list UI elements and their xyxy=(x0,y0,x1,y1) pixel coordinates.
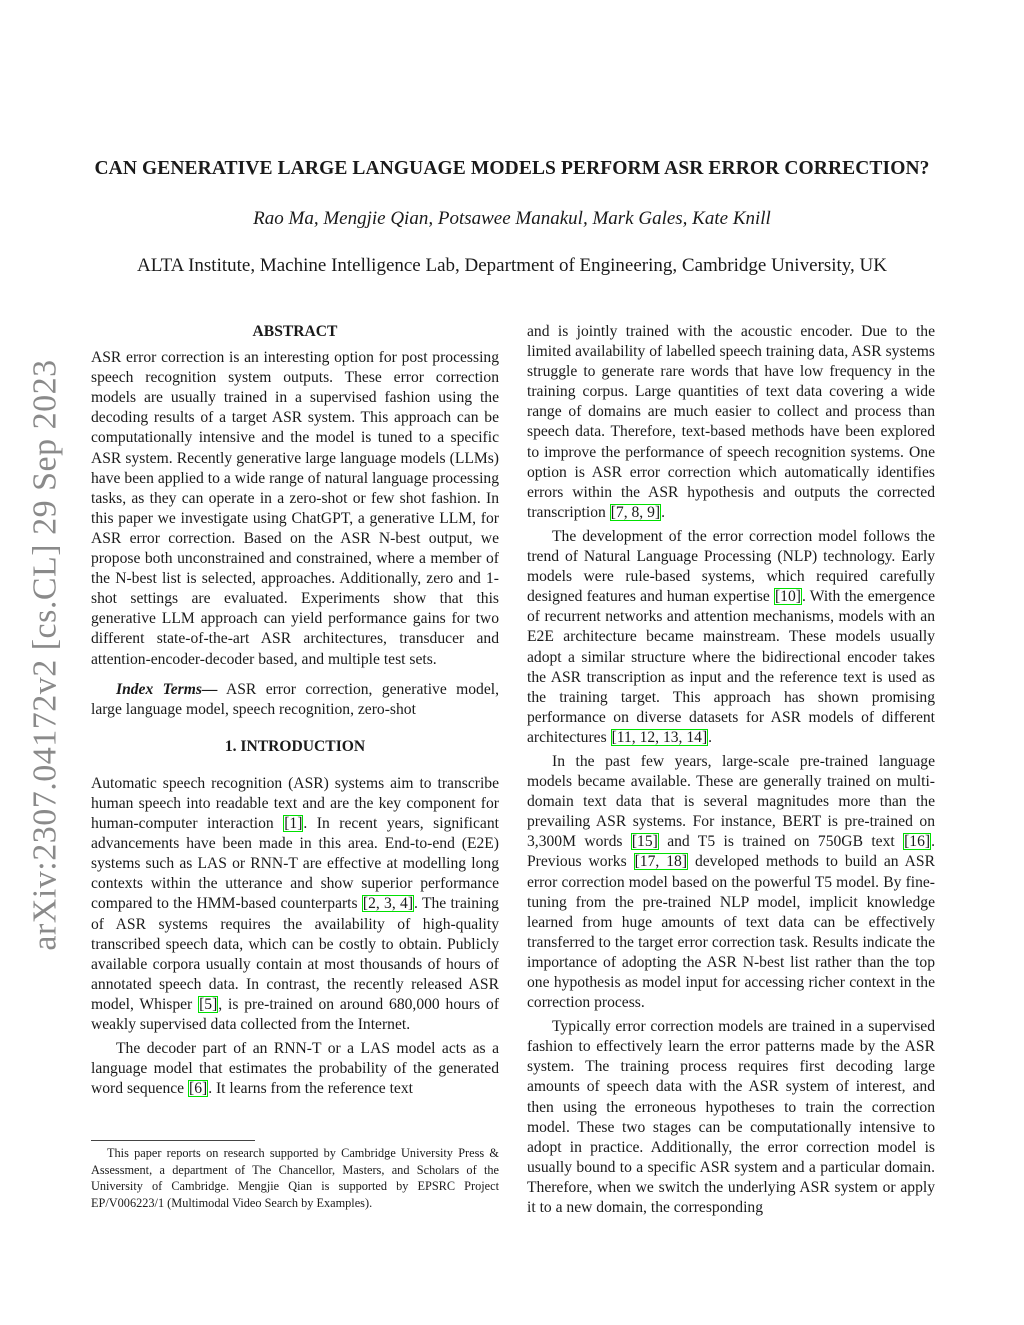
left-column xyxy=(91,322,499,1099)
intro-paragraph-2: The decoder part of an RNN-T or a LAS model acts as a language model that estimates the probability of the generated word sequence [6]. It learns from the reference text xyxy=(91,1040,499,1098)
citation-link[interactable]: [2, 3, 4] xyxy=(362,895,414,913)
author-list: Rao Ma, Mengjie Qian, Potsawee Manakul, Mark Gales, Kate Knill xyxy=(253,208,771,229)
citation-link[interactable]: [6] xyxy=(189,1080,208,1098)
body-paragraph-1: and is jointly trained with the acoustic encoder. Due to the limited availability of labelled speech training data, ASR systems struggle to generate rare words that have low frequency in the training corpus. Large quantities of text data covering a wide range of domains are much easier to collect and process than speech data. Therefore, text-based methods have been explored to improve the performance of speech recognition systems. One option is ASR error correction which automatically identifies errors within the ASR hypothesis and outputs the corrected transcription [7, 8, 9]. xyxy=(527,323,935,521)
citation-link[interactable]: [7, 8, 9] xyxy=(610,503,661,521)
index-terms-label: Index Terms— xyxy=(116,680,218,698)
footnote-divider xyxy=(91,1140,255,1141)
body-paragraph-4: Typically error correction models are trained in a supervised fashion to effectively learn the error patterns made by the ASR system. The training process requires first decoding large amounts of speech data with the ASR system of interest, and then using the erroneous hypotheses to train the correction model. These two stages can be computationally intensive to adopt in practice. Additionally, the error correction model is usually bound to a specific ASR system and a particular domain. Therefore, when we switch the underlying ASR system or apply it to a new domain, the corresponding xyxy=(527,1018,935,1217)
right-column xyxy=(527,322,935,1218)
citation-link[interactable]: [17, 18] xyxy=(634,853,688,871)
citation-link[interactable]: [1] xyxy=(284,815,303,833)
intro-heading: 1. INTRODUCTION xyxy=(224,737,366,755)
abstract-heading: ABSTRACT xyxy=(252,323,338,340)
arxiv-identifier: arXiv:2307.04172v2 [cs.CL] 29 Sep 2023 xyxy=(27,359,64,951)
citation-link[interactable]: [15] xyxy=(631,833,658,851)
citation-link[interactable]: [5] xyxy=(199,995,218,1013)
arxiv-sidebar xyxy=(18,355,74,955)
body-paragraph-3: In the past few years, large-scale pre-trained language models became available. These are generally trained on multi-domain text data that is several magnitudes more than the prevailing ASR systems. For instance, BERT is pre-trained on 3,300M words [15] and T5 is trained on 750GB text [16]. Previous works [17, 18] developed methods to build an ASR error correction model based on the powerful T5 model. By fine-tuning from the pre-trained NLP model, implicit knowledge learned from huge amounts of text data can be effectively transferred to the target error correction task. Results indicate the importance of adopting the ASR N-best list rather than the top one hypothesis as model input for accessing richer context in the correction process. xyxy=(527,752,935,1012)
footnote: This paper reports on research supported by Cambridge University Press & Assessment, a department of The Chancellor, Masters, and Scholars of the University of Cambridge. Mengjie Qian is supported by EPSRC Project EP/V006223/1 (Multimodal Video Search by Examples). xyxy=(91,1146,499,1210)
citation-link[interactable]: [10] xyxy=(774,588,801,606)
index-terms-text: ASR error correction, generative model, large language model, speech recognition, zero-shot xyxy=(91,680,499,718)
citation-link[interactable]: [11, 12, 13, 14] xyxy=(611,728,708,746)
body-paragraph-2: The development of the error correction model follows the trend of Natural Language Processing (NLP) technology. Early models were rule-based systems, which required carefully designed features and human expertise [10]. With the emergence of recurrent networks and attention mechanisms, models with an E2E architecture became mainstream. These models usually adopt a similar structure where the bidirectional encoder takes the ASR transcription as input and the reference text is used as the training target. This approach has shown promising performance on diverse datasets for ASR models of different architectures [11, 12, 13, 14]. xyxy=(527,527,935,746)
citation-link[interactable]: [16] xyxy=(904,833,931,851)
abstract-text: ASR error correction is an interesting option for post processing speech recognition system outputs. These error correction models are usually trained in a supervised fashion using the decoding results of a target ASR system. This approach can be computationally intensive and the model is tuned to a specific ASR system. Recently generative large language models (LLMs) have been applied to a wide range of natural language processing tasks, as they can operate in a zero-shot or few shot fashion. In this paper we investigate using ChatGPT, a generative LLM, for ASR error correction. Based on the ASR N-best output, we propose both unconstrained and constrained, where a member of the N-best list is selected, approaches. Additionally, zero and 1-shot settings are evaluated. Experiments show that this generative LLM approach can yield performance gains for two different state-of-the-art ASR architectures, transducer and attention-encoder-decoder based, and multiple test sets. xyxy=(91,349,499,668)
affiliation: ALTA Institute, Machine Intelligence Lab, Department of Engineering, Cambridge University, UK xyxy=(136,255,887,276)
intro-paragraph-1: Automatic speech recognition (ASR) systems aim to transcribe human speech into readable text and are the key component for human-computer interaction [1]. In recent years, significant advancements have been made in this area. End-to-end (E2E) systems such as LAS or RNN-T are effective at modelling long contexts within the utterance and show superior performance compared to the HMM-based counterparts [2, 3, 4]. The training of ASR systems requires the availability of high-quality transcribed speech data, which can be costly to obtain. Publicly available corpora usually contain at most thousands of hours of annotated speech data. In contrast, the recently released ASR model, Whisper [5], is pre-trained on around 680,000 hours of weakly supervised data collected from the Internet. xyxy=(91,774,500,1033)
paper-title: CAN GENERATIVE LARGE LANGUAGE MODELS PERFORM ASR ERROR CORRECTION? xyxy=(94,158,930,179)
index-terms xyxy=(91,680,499,720)
